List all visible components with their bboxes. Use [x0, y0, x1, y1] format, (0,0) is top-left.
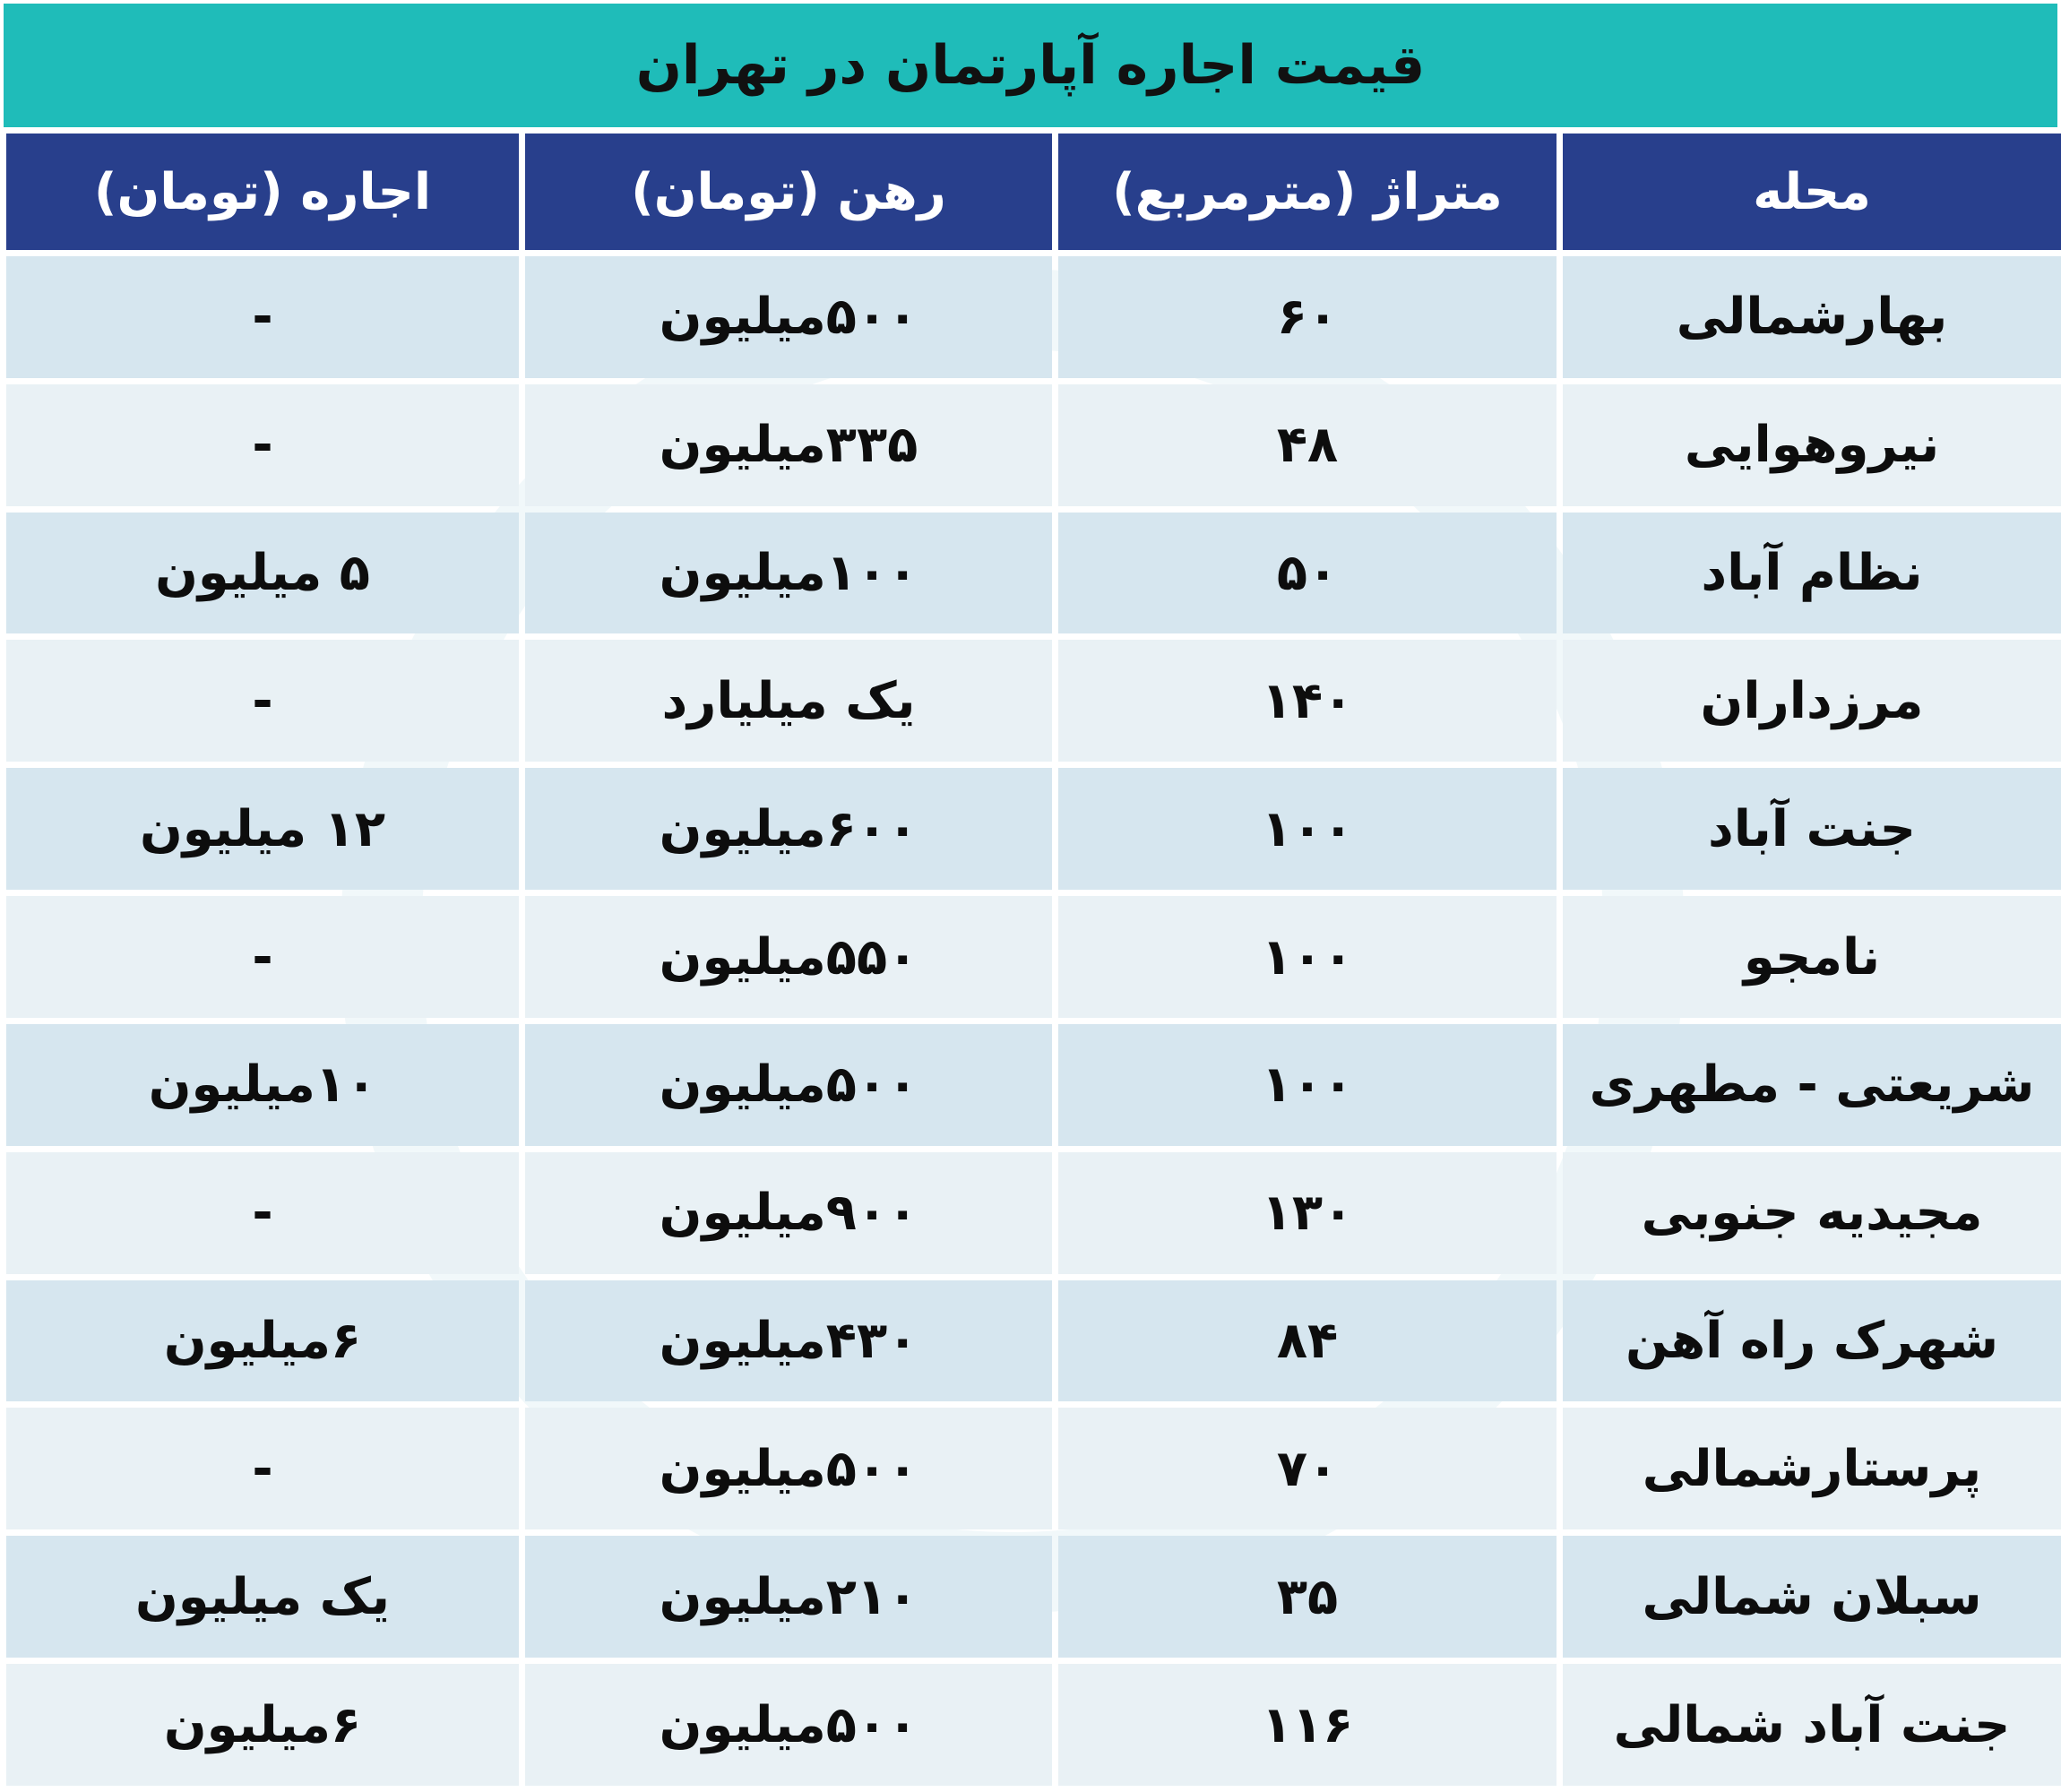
cell-deposit: ۵۰۰میلیون — [525, 256, 1052, 378]
cell-rent: - — [6, 896, 519, 1018]
cell-deposit: ۵۵۰میلیون — [525, 896, 1052, 1018]
cell-rent: یک میلیون — [6, 1536, 519, 1658]
cell-neighborhood: پرستارشمالی — [1563, 1408, 2061, 1529]
cell-neighborhood: جنت آباد — [1563, 768, 2061, 890]
cell-area: ۱۰۰ — [1058, 1024, 1557, 1146]
cell-rent: ۶میلیون — [6, 1664, 519, 1786]
header-row — [6, 134, 2061, 250]
cell-area: ۶۰ — [1058, 256, 1557, 378]
cell-rent: ۱۲ میلیون — [6, 768, 519, 890]
cell-rent: - — [6, 640, 519, 762]
table-row — [6, 1408, 2061, 1529]
cell-rent: - — [6, 1408, 519, 1529]
table-row — [6, 640, 2061, 762]
cell-neighborhood: سبلان شمالی — [1563, 1536, 2061, 1658]
header-rent: اجاره (تومان) — [6, 134, 519, 250]
cell-neighborhood: شهرک راه آهن — [1563, 1280, 2061, 1402]
table-row — [6, 256, 2061, 378]
cell-deposit: ۱۰۰میلیون — [525, 513, 1052, 634]
table-row — [6, 1536, 2061, 1658]
cell-area: ۱۳۰ — [1058, 1152, 1557, 1274]
cell-area: ۵۰ — [1058, 513, 1557, 634]
table-row — [6, 896, 2061, 1018]
cell-area: ۱۱۶ — [1058, 1664, 1557, 1786]
header-neighborhood: محله — [1563, 134, 2061, 250]
table-row — [6, 1664, 2061, 1786]
header-deposit: رهن (تومان) — [525, 134, 1052, 250]
cell-area: ۸۴ — [1058, 1280, 1557, 1402]
table-title: قیمت اجاره آپارتمان در تهران — [635, 34, 1426, 97]
cell-area: ۴۸ — [1058, 384, 1557, 506]
table-row — [6, 513, 2061, 634]
cell-rent: - — [6, 384, 519, 506]
title-bar — [4, 4, 2057, 127]
cell-deposit: ۵۰۰میلیون — [525, 1024, 1052, 1146]
cell-deposit: ۲۱۰میلیون — [525, 1536, 1052, 1658]
cell-deposit: ۵۰۰میلیون — [525, 1408, 1052, 1529]
cell-rent: - — [6, 256, 519, 378]
cell-rent: - — [6, 1152, 519, 1274]
cell-neighborhood: جنت آباد شمالی — [1563, 1664, 2061, 1786]
cell-area: ۱۰۰ — [1058, 768, 1557, 890]
cell-neighborhood: نامجو — [1563, 896, 2061, 1018]
cell-deposit: ۹۰۰میلیون — [525, 1152, 1052, 1274]
table-row — [6, 768, 2061, 890]
cell-deposit: ۳۳۵میلیون — [525, 384, 1052, 506]
cell-deposit: ۵۰۰میلیون — [525, 1664, 1052, 1786]
header-area: متراژ (مترمربع) — [1058, 134, 1557, 250]
table-row — [6, 1024, 2061, 1146]
cell-deposit: یک میلیارد — [525, 640, 1052, 762]
table-row — [6, 384, 2061, 506]
cell-rent: ۱۰میلیون — [6, 1024, 519, 1146]
rent-price-table — [0, 127, 2061, 1792]
cell-neighborhood: مجیدیه جنوبی — [1563, 1152, 2061, 1274]
cell-neighborhood: نیروهوایی — [1563, 384, 2061, 506]
cell-area: ۷۰ — [1058, 1408, 1557, 1529]
cell-neighborhood: نظام آباد — [1563, 513, 2061, 634]
table-row — [6, 1280, 2061, 1402]
cell-area: ۱۰۰ — [1058, 896, 1557, 1018]
cell-neighborhood: شریعتی - مطهری — [1563, 1024, 2061, 1146]
cell-rent: ۵ میلیون — [6, 513, 519, 634]
cell-area: ۱۴۰ — [1058, 640, 1557, 762]
cell-deposit: ۶۰۰میلیون — [525, 768, 1052, 890]
table-row — [6, 1152, 2061, 1274]
cell-neighborhood: بهارشمالی — [1563, 256, 2061, 378]
cell-area: ۳۵ — [1058, 1536, 1557, 1658]
cell-neighborhood: مرزداران — [1563, 640, 2061, 762]
cell-deposit: ۴۳۰میلیون — [525, 1280, 1052, 1402]
cell-rent: ۶میلیون — [6, 1280, 519, 1402]
